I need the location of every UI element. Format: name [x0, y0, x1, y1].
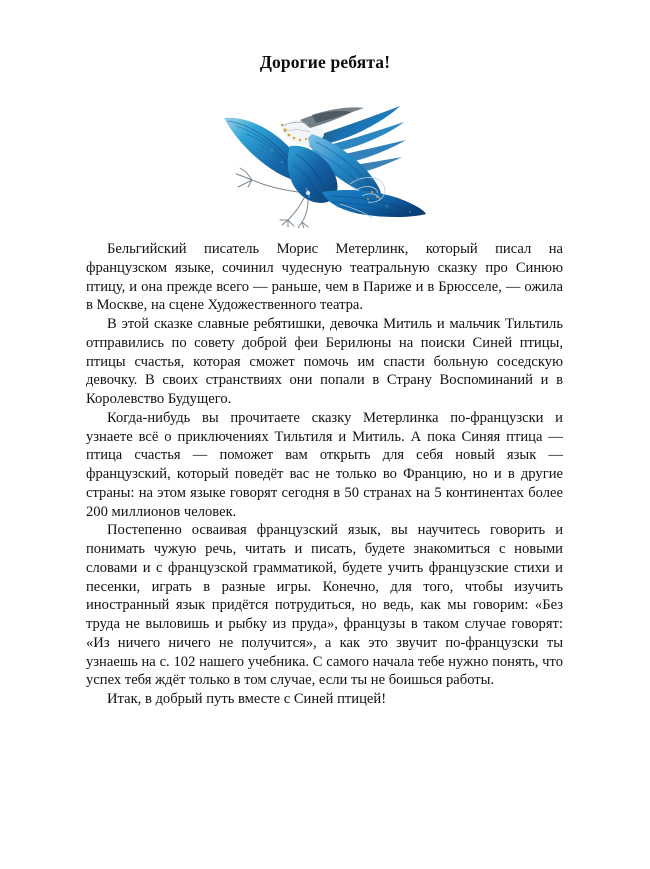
- paragraph-4: Постепенно осваивая французский язык, вы научитесь говорить и понимать чужую речь, читать и писать, будете знакомиться с новыми словами и с французской грамматикой, будете учить французские стихи и песенки, играть в разные игры. Конечно, для того, чтобы изучить иностранный язык придётся потрудиться, но ведь, как мы говорим: «Без труда не выловишь и рыбку из пруда», французы в таком случае говорят: «Из ничего ничего не получится», а как это звучит по-французски ты узнаешь на с. 102 нашего учебника. С самого начала тебе нужно понять, что успех тебя ждёт только в том случае, если ты не боишься работы.: [86, 522, 563, 689]
- body-text: [86, 240, 563, 709]
- blue-bird-illustration: [212, 92, 436, 228]
- paragraph-3: Когда-нибудь вы прочитаете сказку Метерлинка по-французски и узнаете всё о приключениях Тильтиля и Митиль. А пока Синяя птица — птица счастья — поможет вам открыть для себя новый язык — французский, который поведёт вас не только во Францию, но и в другие страны: на этом языке говорят сегодня в 50 странах на 5 континентах более 200 миллионов человек.: [86, 409, 563, 520]
- page-title: Дорогие ребята!: [259, 52, 391, 72]
- paragraph-2: В этой сказке славные ребятишки, девочка Митиль и мальчик Тильтиль отправились по совету доброй феи Берилюны на поиски Синей птицы, птицы счастья, которая сможет помочь им спасти больную соседскую девочку. В своих странствиях они попали в Страну Воспоминаний и в Королевство Будущего.: [86, 316, 563, 407]
- paragraph-5: Итак, в добрый путь вместе с Синей птицей!: [107, 691, 387, 707]
- paragraph-1: Бельгийский писатель Морис Метерлинк, который писал на французском языке, сочинил чудесную театральную сказку про Синюю птицу, и она прежде всего — раньше, чем в Париже и в Брюсселе, — ожила в Москве, на сцене Художественного театра.: [86, 241, 563, 314]
